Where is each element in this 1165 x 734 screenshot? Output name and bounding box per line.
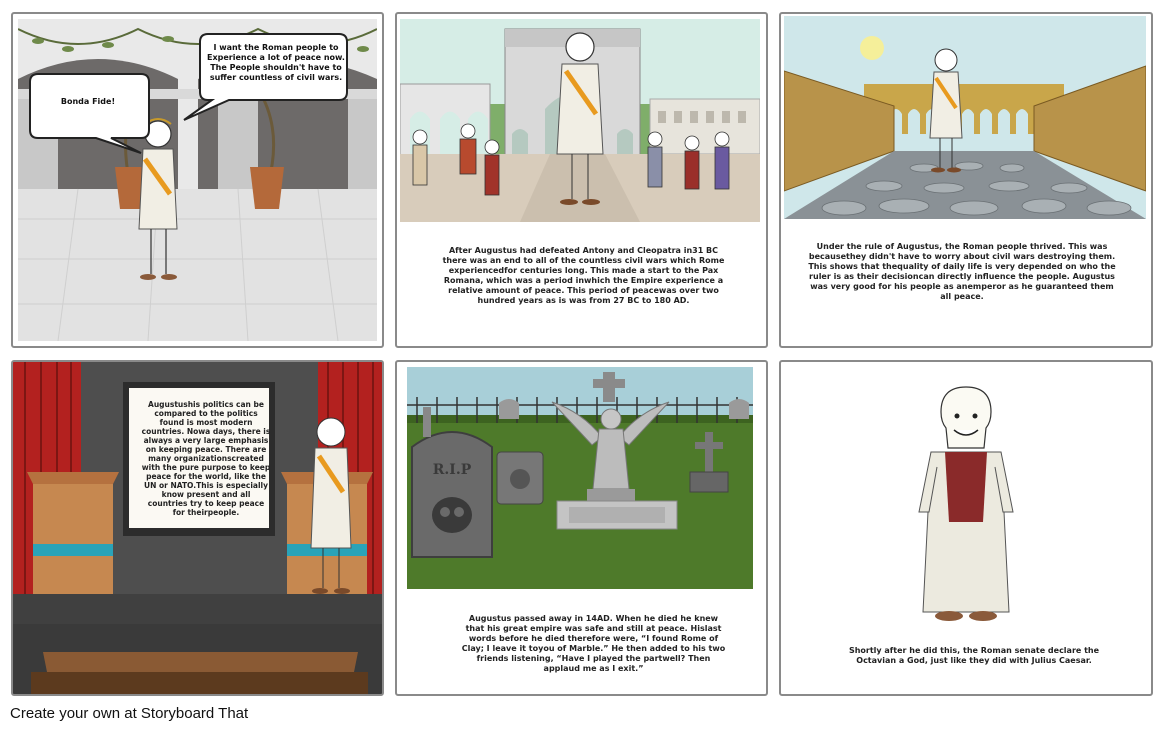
storyboard-footer-link[interactable]: Create your own at Storyboard That — [10, 705, 249, 722]
cell-3-caption: Under the rule of Augustus, the Roman people thrived. This was becausethey didn't have to worry about civil wars destroying them. This shows that thequality of daily life is very depended on who the ruler is as their decisioncan directly influence the people. Augustus was very good for his people as anemperor as he guaranteed them all peace. — [808, 242, 1116, 301]
speech-bubble-left: Bonda Fide! — [60, 97, 116, 106]
speech-bubble-right: I want the Roman people to Experience a lot of peace now. The People shouldn't have to suffer countless of civil wars. — [207, 43, 345, 82]
storyboard-cell-6[interactable] — [779, 360, 1153, 696]
storyboard-cell-1[interactable] — [11, 12, 384, 348]
chalkboard-text: Augustushis politics can be compared to the politics found is most modern countries. Nowa days, there is always a very large emphasis on keeping peace. There are many organizationscreated with the pure purpose to keep peace for the world, like the UN or NATO.This is especially know present and all countries try to keep peace for theirpeople. — [141, 400, 271, 517]
cell-6-caption: Shortly after he did this, the Roman senate declare the Octavian a God, just like they did with Julius Caesar. — [848, 646, 1100, 665]
scene-roman-road — [784, 16, 1146, 219]
cell-5-caption: Augustus passed away in 14AD. When he died he knew that his great empire was safe and still at peace. Hislast words before he died therefore were, “I found Rome of Clay; I leave it toyou of Marble.” He then added to his two friends listening, “Have I played the partwell? Then applaud me as I exit.” — [461, 614, 726, 673]
storyboard-cell-3[interactable] — [779, 12, 1153, 348]
scene-villa-courtyard — [18, 19, 377, 341]
storyboard-cell-5[interactable] — [395, 360, 768, 696]
cell-2-caption: After Augustus had defeated Antony and Cleopatra in31 BC there was an end to all of the countless civil wars which Rome experiencedfor centuries long. This made a start to the Pax Romana, which was a period inwhich the Empire experience a relative amount of peace. This period of peacewas over two hundred years as is was from 27 BC to 180 AD. — [442, 246, 725, 305]
scene-roman-arch — [400, 19, 760, 222]
storyboard-cell-2[interactable] — [395, 12, 768, 348]
scene-octavian-god — [911, 382, 1021, 627]
tombstone-inscription: R.I.P — [432, 462, 472, 478]
storyboard-cell-4[interactable] — [11, 360, 384, 696]
scene-graveyard — [407, 367, 753, 589]
